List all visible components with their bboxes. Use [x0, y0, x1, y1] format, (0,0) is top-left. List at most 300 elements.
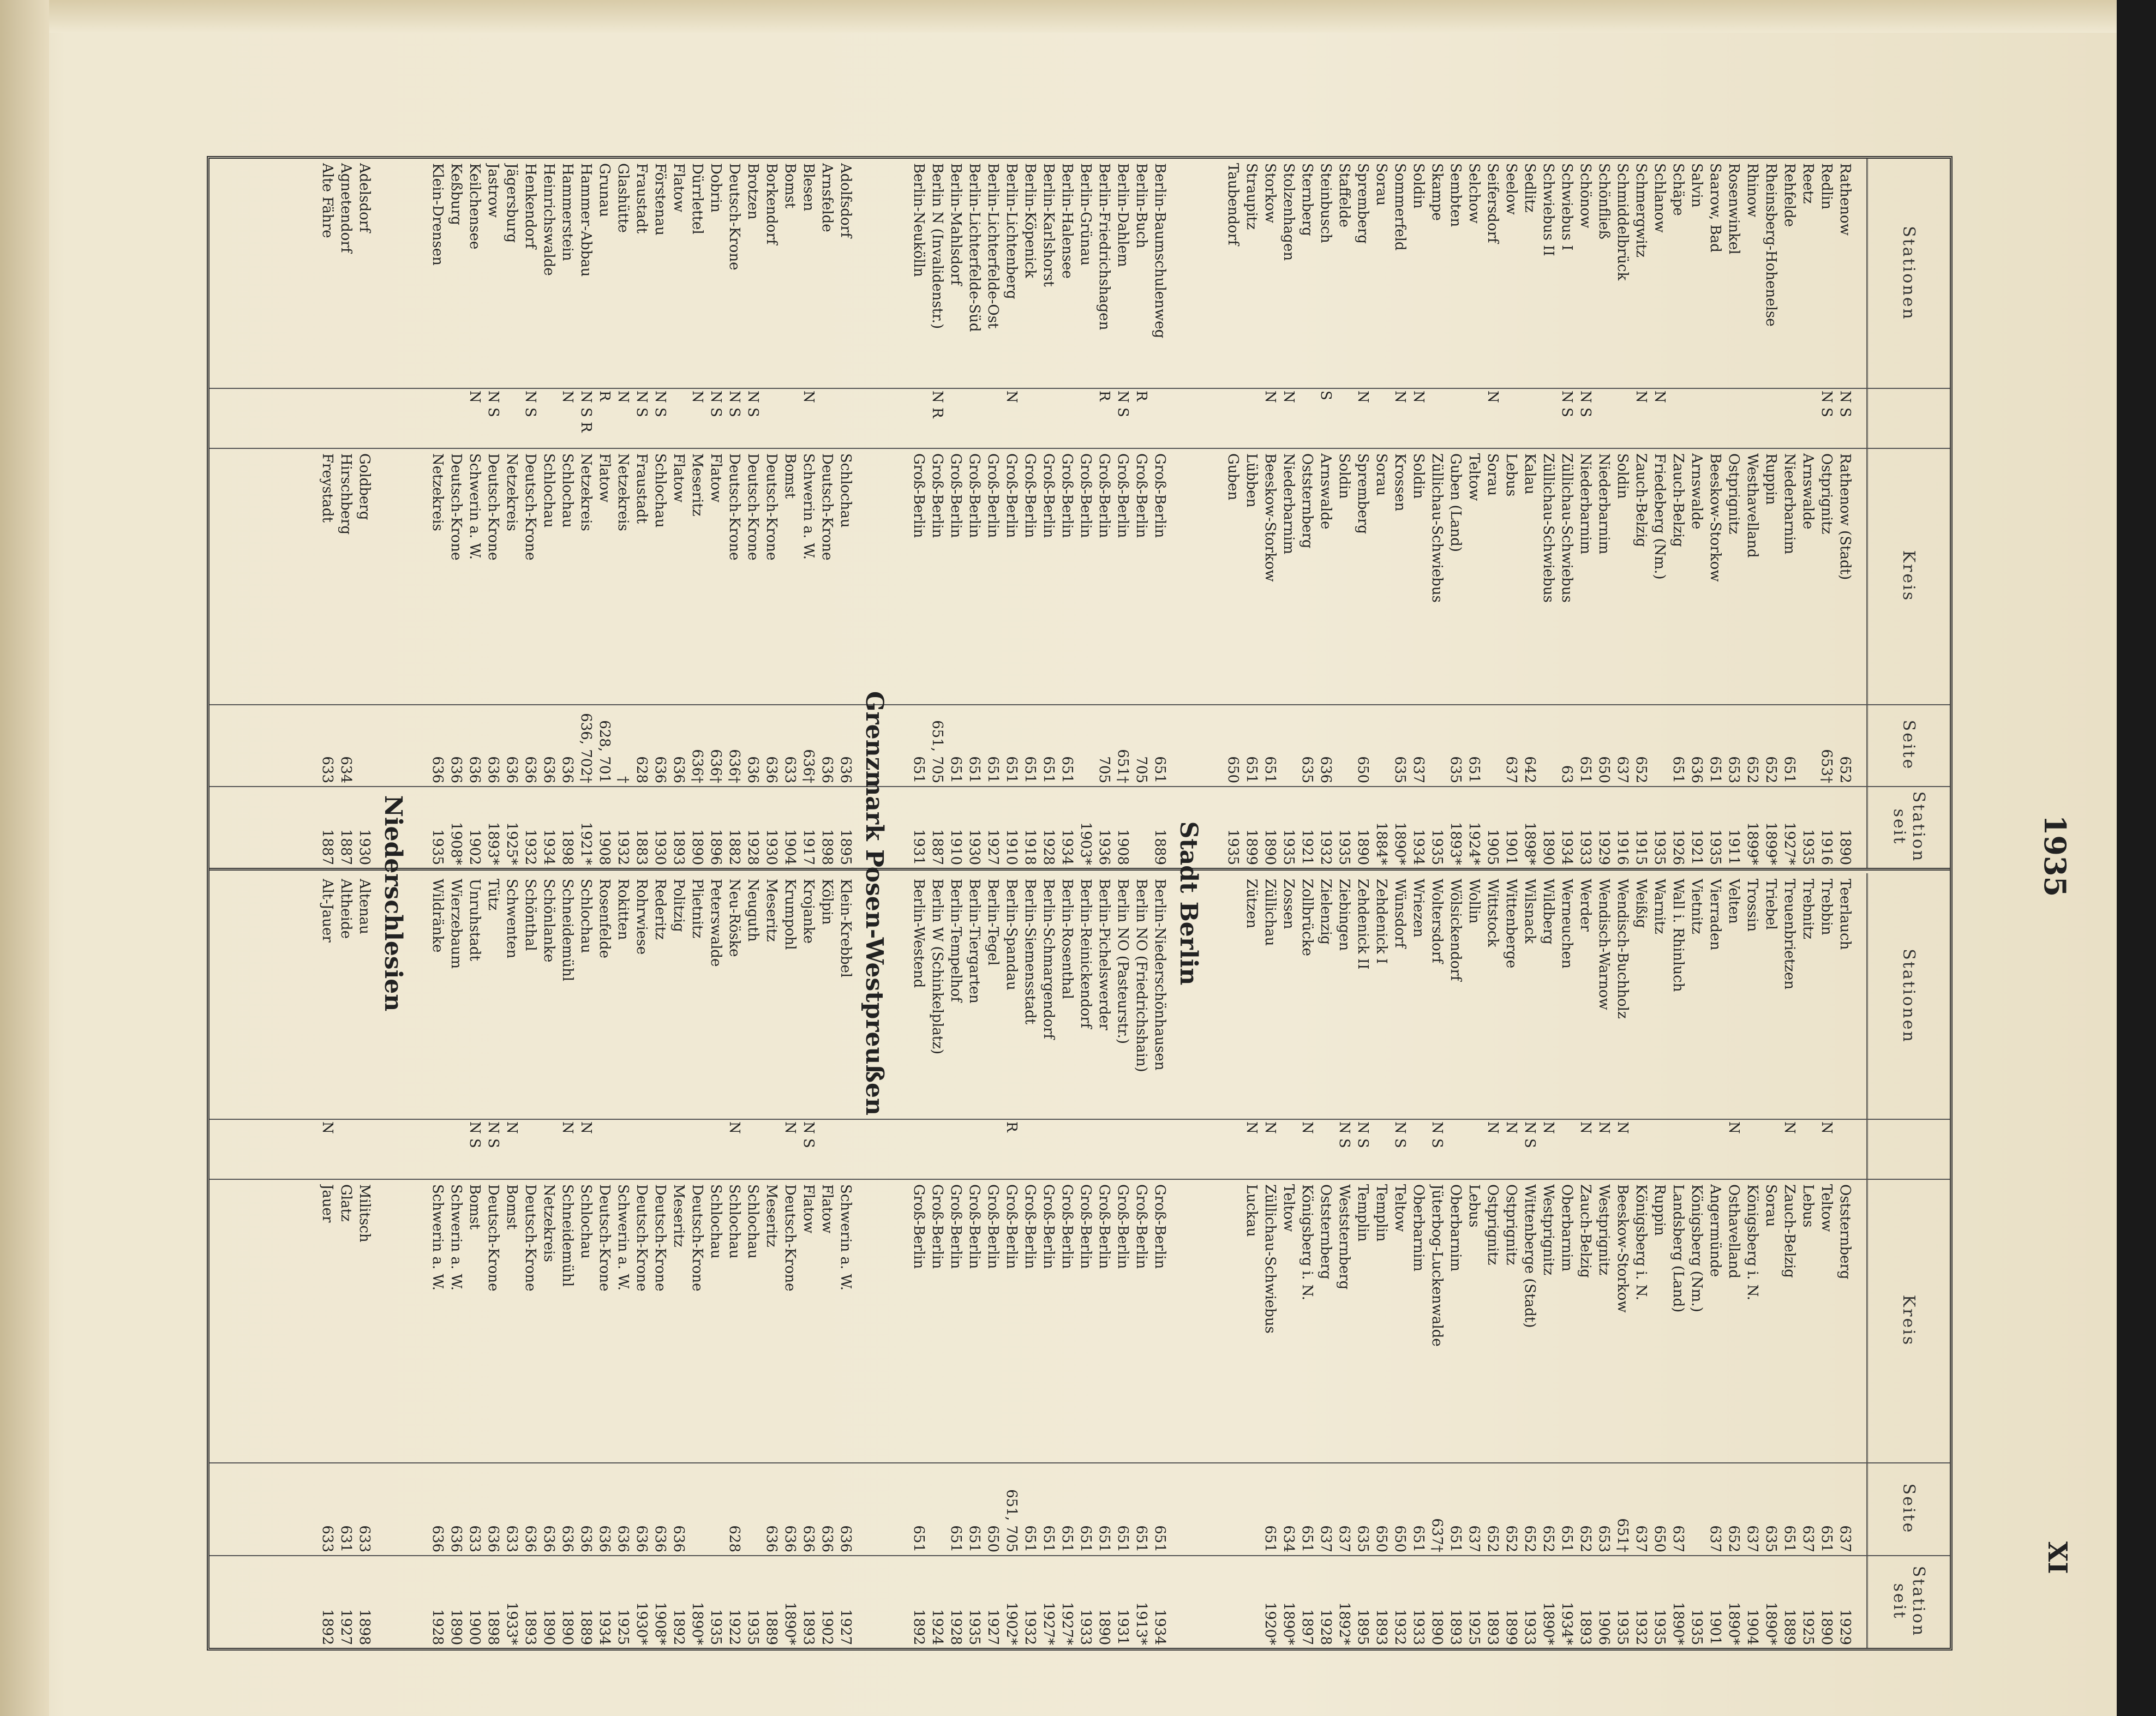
kreis-name: Groß-Berlin: [1096, 453, 1112, 538]
kreis-name: Teltow: [1392, 1184, 1408, 1232]
station-name: Velten: [1726, 879, 1742, 924]
station-name: Rohrwiese: [633, 879, 650, 955]
seite-value: 633: [319, 756, 336, 783]
station-flags: N: [782, 1121, 798, 1134]
station-since: 1898: [559, 829, 576, 865]
station-name: Berlin-Neukölln: [911, 163, 927, 277]
station-name: Berlin-Baumschulenweg: [1152, 163, 1168, 339]
seite-value: 651: [1133, 1525, 1149, 1552]
station-name: Spremberg: [1355, 163, 1371, 244]
station-since: 1896: [708, 829, 724, 865]
station-flags: N S: [1818, 391, 1835, 417]
station-since: 1932: [1022, 1609, 1038, 1645]
station-name: Brotzen: [745, 163, 761, 220]
station-since: 1920*: [1262, 1601, 1278, 1645]
table-row: [1076, 159, 1095, 1648]
kreis-name: Weststernberg: [1336, 1184, 1352, 1290]
kreis-name: Züllichau-Schwiebus: [1559, 453, 1575, 603]
kreis-name: Netzekreis: [504, 453, 520, 531]
kreis-name: Templin: [1373, 1184, 1390, 1242]
table-row: [1762, 159, 1780, 1648]
station-name: Berlin-Schmargendorf: [1040, 879, 1057, 1039]
seite-value: 636: [633, 1525, 650, 1552]
station-name: Berlin-Pichelswerder: [1096, 879, 1112, 1030]
kreis-name: Meseritz: [670, 1184, 687, 1247]
station-name: Wriezen: [1410, 879, 1427, 938]
seite-value: 651: [911, 756, 927, 783]
section-gap: [893, 159, 909, 1648]
station-name: Deutsch-Krone: [726, 163, 742, 271]
table-row: [818, 159, 836, 1648]
seite-value: 636: [541, 756, 557, 783]
kreis-name: Oststernberg: [1837, 1184, 1853, 1280]
seite-value: 636: [819, 756, 835, 783]
seite-value: 628: [633, 756, 650, 783]
seite-value: 636: [448, 756, 464, 783]
seite-value: 637: [1336, 1525, 1352, 1552]
station-since: 1893: [1484, 1609, 1501, 1645]
station-name: Wall i. Rhinluch: [1670, 879, 1686, 992]
table-row: [669, 159, 688, 1648]
station-name: Sedlitz: [1522, 163, 1538, 213]
section-title: Niederschlesien: [379, 795, 407, 1012]
kreis-name: Beeskow-Storkow: [1614, 1184, 1631, 1313]
station-flags: N: [1392, 391, 1408, 403]
seite-value: 636: [429, 756, 446, 783]
col-header-kreis-left: Kreis: [1866, 448, 1950, 704]
station-name: Zollbrücke: [1299, 879, 1315, 956]
station-name: Rathenow: [1837, 163, 1853, 236]
kreis-name: Hirschberg: [338, 453, 354, 535]
table-row: [984, 159, 1002, 1648]
section-gap: [1207, 159, 1224, 1648]
seite-value: 636: [429, 1525, 446, 1552]
seite-value: 651: [1152, 756, 1168, 783]
table-row: [725, 159, 744, 1648]
station-name: Rosenfelde: [596, 879, 613, 959]
station-since: 1890: [559, 1609, 576, 1645]
station-since: 1918: [1022, 829, 1038, 865]
station-since: 1927*: [1059, 1601, 1075, 1645]
station-since: 1934: [541, 829, 557, 865]
table-row: [337, 159, 355, 1648]
seite-value: 633: [466, 1525, 483, 1552]
seite-value: 653: [1596, 1525, 1612, 1552]
station-name: Staffelde: [1336, 163, 1352, 227]
station-since: 1901: [1503, 829, 1519, 865]
station-name: Wendisch-Buchholz: [1614, 879, 1631, 1019]
station-name: Schönfließ: [1596, 163, 1612, 239]
kreis-name: Oberbarnim: [1447, 1184, 1464, 1272]
table-row: [1465, 159, 1483, 1648]
table-row: [1817, 159, 1836, 1648]
table-row: [521, 159, 540, 1648]
station-flags: N S R: [578, 391, 594, 433]
kreis-name: Niederbarnim: [1280, 453, 1297, 555]
kreis-name: Soldin: [1336, 453, 1352, 499]
station-flags: N: [726, 1121, 742, 1134]
station-since: 1887: [338, 829, 354, 865]
station-name: Schwiebus II: [1540, 163, 1556, 256]
station-since: 1935: [966, 1609, 983, 1645]
station-since: 1927: [985, 829, 1001, 865]
col-header-flags-left: [1866, 388, 1950, 448]
station-flags: N: [615, 391, 631, 403]
kreis-name: Soldin: [1614, 453, 1631, 499]
table-row: [909, 159, 928, 1648]
station-name: Altenau: [356, 879, 373, 934]
kreis-name: Glatz: [338, 1184, 354, 1222]
station-name: Sommerfeld: [1392, 163, 1408, 251]
station-flags: N S: [1355, 1121, 1371, 1148]
table-row: [762, 159, 781, 1648]
table-row: [1002, 159, 1021, 1648]
station-name: Hammerstein: [559, 163, 576, 261]
station-flags: N: [1726, 1121, 1742, 1134]
kreis-name: Groß-Berlin: [985, 453, 1001, 538]
station-name: Keßburg: [448, 163, 464, 225]
kreis-name: Flatow: [708, 453, 724, 503]
kreis-name: Flatow: [596, 453, 613, 503]
station-since: 1930*: [633, 1601, 650, 1645]
table-row: [1799, 159, 1817, 1648]
seite-value: 633: [319, 1525, 336, 1552]
station-since: 1889: [763, 1609, 780, 1645]
kreis-name: Angermünde: [1707, 1184, 1723, 1277]
station-since: 1890: [541, 1609, 557, 1645]
station-name: Berlin-Siemensstadt: [1022, 879, 1038, 1025]
station-since: 1932: [1317, 829, 1334, 865]
station-name: Schlanow: [1651, 163, 1668, 233]
kreis-name: Groß-Berlin: [1059, 1184, 1075, 1269]
kreis-name: Netzekreis: [578, 453, 594, 531]
seite-value: 651: [1299, 1525, 1315, 1552]
station-since: 1890: [1429, 1609, 1445, 1645]
kreis-name: Westhavelland: [1744, 453, 1760, 558]
table-row: [1650, 159, 1669, 1648]
kreis-name: Bomst: [466, 1184, 483, 1230]
station-flags: N: [689, 391, 705, 403]
station-flags: N S: [708, 391, 724, 417]
station-name: Stolzenhagen: [1280, 163, 1297, 261]
station-name: Soldin: [1410, 163, 1427, 209]
kreis-name: Deutsch-Krone: [485, 453, 501, 561]
station-name: Berlin-Westend: [911, 879, 927, 988]
seite-value: 650: [1355, 756, 1371, 783]
seite-value: 637: [1633, 1525, 1649, 1552]
station-name: Berlin-Reinickendorf: [1077, 879, 1094, 1029]
table-row: [1058, 159, 1076, 1648]
seite-value: 634: [1280, 1525, 1297, 1552]
seite-value: 652: [1484, 1525, 1501, 1552]
station-since: 1890: [1096, 1609, 1112, 1645]
station-name: Reetz: [1800, 163, 1816, 204]
station-name: Altheide: [338, 879, 354, 939]
station-flags: N: [1484, 391, 1501, 403]
kreis-name: Deutsch-Krone: [763, 453, 780, 561]
table-row: [1632, 159, 1650, 1648]
station-since: 1895: [837, 829, 854, 865]
station-name: Schlochau: [578, 879, 594, 953]
station-since: 1935: [1225, 829, 1241, 865]
kreis-name: Groß-Berlin: [1152, 453, 1168, 538]
seite-value: 652: [1763, 756, 1779, 783]
seite-value: 651: [911, 1525, 927, 1552]
kreis-name: Kalau: [1522, 453, 1538, 495]
seite-value: 651: [1096, 1525, 1112, 1552]
station-since: 1890: [1540, 829, 1556, 865]
kreis-name: Zauch-Belzig: [1670, 453, 1686, 547]
kreis-name: Schlochau: [726, 1184, 742, 1259]
station-since: 1928: [1040, 829, 1057, 865]
kreis-name: Friedeberg (Nm.): [1651, 453, 1668, 580]
station-name: Rosenwinkel: [1726, 163, 1742, 255]
seite-value: 651: [948, 756, 964, 783]
station-since: 1935: [429, 829, 446, 865]
table-row: [1372, 159, 1391, 1648]
station-since: 1899: [1503, 1609, 1519, 1645]
station-since: 1928: [429, 1609, 446, 1645]
station-name: Triebel: [1763, 879, 1779, 930]
kreis-name: Schlochau: [708, 1184, 724, 1259]
station-name: Zützen: [1243, 879, 1260, 929]
station-name: Jastrow: [485, 163, 501, 218]
seite-value: 636: [837, 756, 854, 783]
kreis-name: Sorau: [1763, 1184, 1779, 1227]
station-name: Sembten: [1447, 163, 1464, 227]
kreis-name: Jüterbog-Luckenwalde: [1429, 1184, 1445, 1347]
station-since: 1935: [1280, 829, 1297, 865]
table-row: [447, 159, 465, 1648]
kreis-name: Groß-Berlin: [1133, 453, 1149, 538]
kreis-name: Schwerin a. W.: [448, 1184, 464, 1291]
seite-value: 636†: [689, 749, 705, 783]
seite-value: 636†: [708, 749, 724, 783]
station-name: Zehdenick II: [1355, 879, 1371, 970]
seite-value: 651†: [1614, 1518, 1631, 1552]
seite-value: 650: [1596, 756, 1612, 783]
station-since: 1925: [1800, 1609, 1816, 1645]
station-flags: N S: [1559, 391, 1575, 417]
station-name: Vierraden: [1707, 879, 1723, 951]
seite-value: 650: [1651, 1525, 1668, 1552]
kreis-name: Groß-Berlin: [966, 1184, 983, 1269]
kreis-name: Königsberg i. N.: [1633, 1184, 1649, 1300]
col-header-kreis-right: Kreis: [1866, 1179, 1950, 1462]
seite-value: 651: [1059, 1525, 1075, 1552]
seite-value: 651†: [1115, 749, 1131, 783]
station-since: 1927*: [1781, 821, 1798, 865]
section-title: Grenzmark Posen-Westpreußen: [860, 691, 888, 1115]
kreis-name: Sorau: [1373, 453, 1390, 496]
seite-value: 636: [652, 1525, 668, 1552]
station-name: Unruhstadt: [466, 879, 483, 961]
kreis-name: Groß-Berlin: [1115, 1184, 1131, 1269]
station-since: 1927: [338, 1609, 354, 1645]
seite-value: 633: [504, 1525, 520, 1552]
seite-value: †: [615, 776, 631, 783]
seite-value: 637: [1614, 756, 1631, 783]
table-row: [1836, 159, 1854, 1648]
station-name: Berlin NO (Friedrichshain): [1133, 879, 1149, 1072]
kreis-name: Deutsch-Krone: [726, 453, 742, 561]
seite-value: 636: [800, 1525, 817, 1552]
table-row: [1095, 159, 1113, 1648]
station-since: 1933: [1410, 1609, 1427, 1645]
station-flags: N S: [1522, 1121, 1538, 1148]
station-since: 1928: [745, 829, 761, 865]
seite-value: 636: [485, 1525, 501, 1552]
station-name: Rehfelde: [1781, 163, 1798, 227]
kreis-name: Bomst: [782, 453, 798, 499]
station-since: 1935: [1336, 829, 1352, 865]
table-row: [577, 159, 595, 1648]
station-since: 1934: [1059, 829, 1075, 865]
station-since: 1926: [1670, 829, 1686, 865]
station-since: 1921: [1688, 829, 1705, 865]
kreis-name: Osthavelland: [1726, 1184, 1742, 1279]
table-row: [1539, 159, 1558, 1648]
station-name: Wittenberge: [1503, 879, 1519, 969]
station-since: 1892: [319, 1609, 336, 1645]
table-row: [1724, 159, 1743, 1648]
station-since: 1899: [1243, 829, 1260, 865]
seite-value: 651: [1003, 756, 1020, 783]
station-flags: N S: [1392, 1121, 1408, 1148]
station-since: 1895: [1355, 1609, 1371, 1645]
station-since: 1930: [763, 829, 780, 865]
col-header-flags-right: [1866, 1119, 1950, 1179]
station-since: 1921: [1299, 829, 1315, 865]
station-since: 1883: [633, 829, 650, 865]
seite-value: 651: [1022, 756, 1038, 783]
seite-value: 636: [837, 1525, 854, 1552]
station-flags: N R: [929, 391, 945, 418]
station-since: 1898*: [1522, 821, 1538, 865]
station-since: 1908*: [448, 821, 464, 865]
kreis-name: Königsberg i. N.: [1744, 1184, 1760, 1300]
station-since: 1922: [726, 1609, 742, 1645]
seite-value: 636: [1688, 756, 1705, 783]
station-name: Glashütte: [615, 163, 631, 233]
kreis-name: Ostprignitz: [1818, 453, 1835, 535]
seite-value: 652: [1503, 1525, 1519, 1552]
kreis-name: Westprignitz: [1540, 1184, 1556, 1276]
station-since: 1911: [1726, 829, 1742, 865]
station-flags: N: [1818, 1121, 1835, 1134]
station-name: Jägersburg: [504, 163, 520, 243]
station-name: Seifersdorf: [1484, 163, 1501, 243]
station-name: Blesen: [800, 163, 817, 212]
station-flags: N: [559, 1121, 576, 1134]
station-name: Berlin-Tegel: [985, 879, 1001, 966]
kreis-name: Oberbarnim: [1559, 1184, 1575, 1272]
table-row: [1520, 159, 1539, 1648]
station-since: 1931: [911, 829, 927, 865]
station-name: Schwiebus I: [1559, 163, 1575, 251]
station-since: 1890*: [689, 1601, 705, 1645]
kreis-name: Groß-Berlin: [1040, 453, 1057, 538]
station-name: Berlin NO (Pasteurstr.): [1115, 879, 1131, 1044]
station-name: Berlin-Friedrichshagen: [1096, 163, 1112, 331]
station-since: 1892: [911, 1609, 927, 1645]
table-row: [1483, 159, 1502, 1648]
station-name: Wildberg: [1540, 879, 1556, 945]
kreis-name: Zauch-Belzig: [1633, 453, 1649, 547]
station-name: Steinbusch: [1317, 163, 1334, 243]
kreis-name: Groß-Berlin: [948, 1184, 964, 1269]
station-since: 1889: [578, 1609, 594, 1645]
kreis-name: Schwerin a. W.: [800, 453, 817, 560]
kreis-name: Königsberg (Nm.): [1688, 1184, 1705, 1312]
station-name: Werder: [1577, 879, 1594, 932]
station-since: 1901: [1707, 1609, 1723, 1645]
station-since: 1924*: [1466, 821, 1482, 865]
kreis-name: Königsberg i. N.: [1299, 1184, 1315, 1300]
station-name: Trebbin: [1818, 879, 1835, 935]
station-flags: N S: [633, 391, 650, 417]
station-flags: N: [1651, 391, 1668, 403]
station-name: Agnetendorf: [338, 163, 354, 253]
seite-value: 651: [966, 756, 983, 783]
seite-value: 636: [763, 1525, 780, 1552]
station-flags: N: [559, 391, 576, 403]
station-since: 1935: [1688, 1609, 1705, 1645]
station-name: Hammer-Abbau: [578, 163, 594, 277]
station-since: 1887: [929, 829, 945, 865]
station-since: 1890*: [1763, 1601, 1779, 1645]
kreis-name: Groß-Berlin: [1022, 453, 1038, 538]
station-flags: R: [596, 391, 613, 401]
station-name: Schönlanke: [541, 879, 557, 963]
station-name: Wierzebaum: [448, 879, 464, 969]
station-since: 1902: [466, 829, 483, 865]
station-name: Neuguth: [745, 879, 761, 942]
seite-value: 651: [1262, 756, 1278, 783]
station-flags: N: [1614, 1121, 1631, 1134]
station-since: 1934: [1559, 829, 1575, 865]
table-row: [1743, 159, 1762, 1648]
seite-value: 651: [1243, 756, 1260, 783]
station-name: Sternberg: [1299, 163, 1315, 236]
table-row: [595, 159, 614, 1648]
station-since: 1932: [1633, 1609, 1649, 1645]
station-name: Saarow, Bad: [1707, 163, 1723, 253]
table-row: [1132, 159, 1151, 1648]
station-since: 1902: [819, 1609, 835, 1645]
kreis-name: Schlochau: [578, 1184, 594, 1259]
table-row: [558, 159, 577, 1648]
kreis-name: Deutsch-Krone: [485, 1184, 501, 1292]
kreis-name: Niederbarnim: [1781, 453, 1798, 555]
table-row: [355, 159, 374, 1648]
station-name: Berlin-Lichterfelde-Süd: [966, 163, 983, 332]
kreis-name: Rathenow (Stadt): [1837, 453, 1853, 580]
col-header-seit-right: Station seit: [1866, 1555, 1950, 1648]
table-row: [1706, 159, 1724, 1648]
station-since: 1930: [356, 829, 373, 865]
kreis-name: Lübben: [1243, 453, 1260, 508]
station-name: Grunau: [596, 163, 613, 217]
kreis-name: Groß-Berlin: [1059, 453, 1075, 538]
station-name: Alte Fähre: [319, 163, 336, 238]
station-since: 1890*: [782, 1601, 798, 1645]
table-row: [1224, 159, 1242, 1648]
seite-value: 636: [578, 1525, 594, 1552]
station-since: 1889: [1781, 1609, 1798, 1645]
station-name: Klein-Drensen: [429, 163, 446, 266]
kreis-name: Westprignitz: [1596, 1184, 1612, 1276]
